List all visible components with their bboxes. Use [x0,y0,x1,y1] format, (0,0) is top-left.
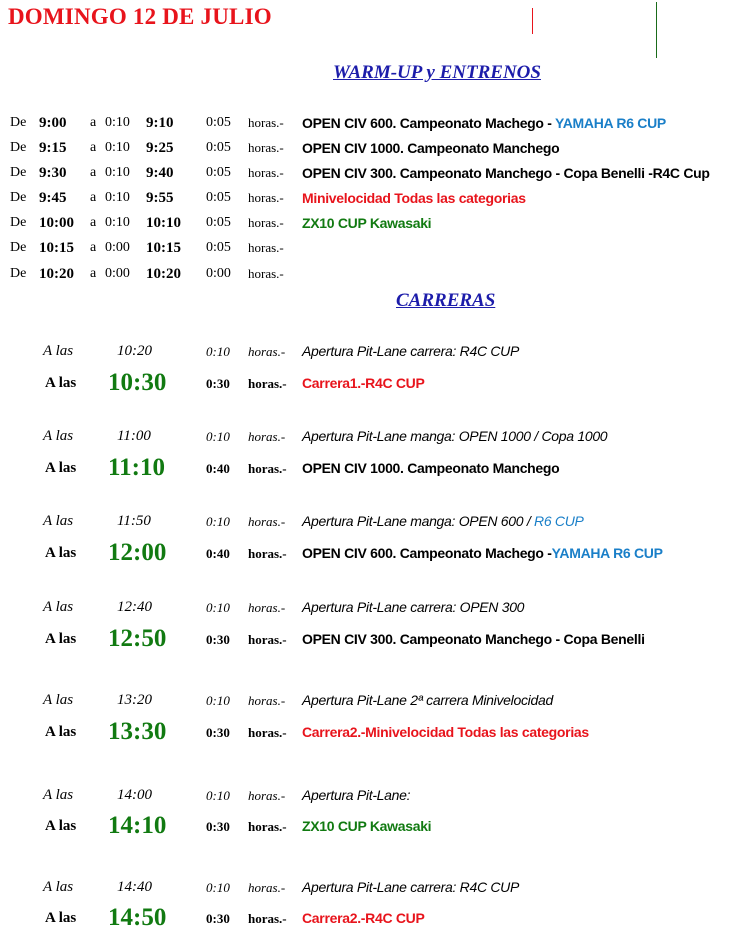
race-time: 13:30 [108,718,167,745]
warmup-row [0,188,745,212]
hours-label: horas.- [248,376,287,391]
at-label: A las [43,692,74,708]
session-name-text: ZX10 CUP Kawasaki [302,215,432,231]
row-prefix: De [10,240,27,255]
start-time: 9:00 [39,115,67,131]
pit-open-time: 11:00 [117,428,151,444]
session-length: 0:05 [206,190,231,205]
race-name-extra: YAMAHA R6 CUP [551,545,663,561]
hours-label: horas.- [248,546,287,561]
pit-open-time: 14:00 [117,787,152,803]
hours-label: horas.- [248,461,287,476]
row-prefix: De [10,115,27,130]
at-label: A las [43,599,74,615]
session-name [302,165,710,181]
interval: 0:10 [105,140,130,155]
end-time: 9:25 [146,140,174,156]
at-label: A las [43,879,74,895]
race-name-text: OPEN CIV 300. Campeonato Manchego - Copa Benelli [302,631,645,647]
pit-lane-description [302,599,524,615]
pit-lane-description [302,343,519,359]
hours-label: horas.- [248,788,286,803]
pit-open-time: 13:20 [117,692,152,708]
hours-label: horas.- [248,266,284,281]
interval: 0:00 [105,240,130,255]
at-label: A las [43,513,74,529]
race-time: 14:50 [108,904,167,931]
pit-lane-extra: R6 CUP [530,513,584,529]
pit-lane-text: Apertura Pit-Lane 2ª carrera Minivelocidad [302,692,553,708]
end-time: 10:10 [146,215,181,231]
pit-lane-description [302,428,607,444]
pit-duration: 0:10 [206,344,230,359]
session-name-text: OPEN CIV 600. Campeonato Machego - [302,115,555,131]
hours-label: horas.- [248,215,284,230]
race-time: 12:00 [108,539,167,566]
interval: 0:10 [105,215,130,230]
race-name [302,910,425,926]
start-time: 9:30 [39,165,67,181]
race-name [302,375,425,391]
row-prefix: De [10,165,27,180]
warmup-heading: WARM-UP y ENTRENOS [333,62,541,83]
pit-duration: 0:10 [206,429,230,444]
red-divider-line [532,8,533,34]
hours-label: horas.- [248,880,286,895]
session-name [302,190,526,206]
session-length: 0:05 [206,215,231,230]
row-prefix: De [10,266,27,281]
pit-lane-text: Apertura Pit-Lane carrera: R4C CUP [302,343,519,359]
pit-open-time: 14:40 [117,879,152,895]
at-label: A las [43,787,74,803]
start-time: 10:20 [39,266,74,282]
start-time: 10:15 [39,240,74,256]
session-name [302,115,666,131]
interval: 0:10 [105,190,130,205]
pit-duration: 0:10 [206,788,230,803]
race-name [302,631,645,647]
at-label: A las [45,375,77,391]
race-duration: 0:40 [206,461,230,476]
session-name [302,140,559,156]
hours-label: horas.- [248,725,287,740]
session-name [302,215,431,231]
row-prefix: De [10,190,27,205]
races-heading: CARRERAS [396,290,496,311]
at-label: A las [43,343,74,359]
pit-lane-description [302,513,584,529]
row-prefix: De [10,215,27,230]
pit-open-time: 12:40 [117,599,152,615]
hours-label: horas.- [248,514,286,529]
pit-duration: 0:10 [206,880,230,895]
warmup-row [0,264,745,288]
at-label: A las [45,910,77,926]
hours-label: horas.- [248,429,286,444]
pit-lane-text: Apertura Pit-Lane carrera: R4C CUP [302,879,519,895]
race-time: 14:10 [108,812,167,839]
warmup-row [0,213,745,237]
at-label: A las [45,460,77,476]
row-connector: a [90,266,97,281]
hours-label: horas.- [248,240,284,255]
pit-lane-description [302,692,553,708]
race-time: 12:50 [108,625,167,652]
pit-lane-text: Apertura Pit-Lane manga: OPEN 600 / [302,513,531,529]
race-name-text: OPEN CIV 1000. Campeonato Manchego [302,460,560,476]
row-connector: a [90,190,97,205]
at-label: A las [45,818,77,834]
race-name-text: Carrera2.-Minivelocidad Todas las categorias [302,724,589,740]
race-name-text: OPEN CIV 600. Campeonato Machego - [302,545,552,561]
pit-open-time: 11:50 [117,513,151,529]
race-time: 11:10 [108,454,165,481]
row-connector: a [90,215,97,230]
end-time: 9:40 [146,165,174,181]
pit-lane-text: Apertura Pit-Lane manga: OPEN 1000 / Copa 1000 [302,428,608,444]
row-connector: a [90,115,97,130]
race-name-text: Carrera2.-R4C CUP [302,910,425,926]
at-label: A las [45,545,77,561]
race-duration: 0:30 [206,725,230,740]
hours-label: horas.- [248,819,287,834]
hours-label: horas.- [248,190,284,205]
session-length: 0:05 [206,165,231,180]
pit-duration: 0:10 [206,514,230,529]
pit-lane-description [302,879,519,895]
warmup-row [0,138,745,162]
race-duration: 0:30 [206,819,230,834]
session-name-extra: YAMAHA R6 CUP [554,115,666,131]
pit-lane-text: Apertura Pit-Lane carrera: OPEN 300 [302,599,525,615]
start-time: 9:45 [39,190,67,206]
hours-label: horas.- [248,600,286,615]
race-duration: 0:40 [206,546,230,561]
end-time: 9:10 [146,115,174,131]
pit-open-time: 10:20 [117,343,152,359]
at-label: A las [45,631,77,647]
hours-label: horas.- [248,911,287,926]
hours-label: horas.- [248,344,286,359]
race-name-text: ZX10 CUP Kawasaki [302,818,432,834]
row-connector: a [90,240,97,255]
hours-label: horas.- [248,693,286,708]
row-connector: a [90,140,97,155]
hours-label: horas.- [248,165,284,180]
end-time: 10:20 [146,266,181,282]
hours-label: horas.- [248,115,284,130]
race-duration: 0:30 [206,632,230,647]
race-name [302,724,589,740]
end-time: 9:55 [146,190,174,206]
interval: 0:10 [105,165,130,180]
at-label: A las [43,428,74,444]
warmup-row [0,113,745,137]
row-connector: a [90,165,97,180]
session-name-text: OPEN CIV 300. Campeonato Manchego - Copa Benelli -R4C Cup [302,165,710,181]
race-duration: 0:30 [206,911,230,926]
page-title: DOMINGO 12 DE JULIO [8,4,272,29]
race-name-text: Carrera1.-R4C CUP [302,375,425,391]
interval: 0:10 [105,115,130,130]
race-duration: 0:30 [206,376,230,391]
session-name-text: OPEN CIV 1000. Campeonato Manchego [302,140,560,156]
hours-label: horas.- [248,632,287,647]
race-time: 10:30 [108,369,167,396]
race-name [302,460,559,476]
warmup-row [0,163,745,187]
session-length: 0:05 [206,240,231,255]
pit-lane-description [302,787,410,803]
start-time: 9:15 [39,140,67,156]
session-length: 0:05 [206,115,231,130]
row-prefix: De [10,140,27,155]
race-name [302,545,663,561]
race-name [302,818,431,834]
pit-duration: 0:10 [206,600,230,615]
warmup-row [0,238,745,262]
end-time: 10:15 [146,240,181,256]
interval: 0:00 [105,266,130,281]
at-label: A las [45,724,77,740]
session-name-text: Minivelocidad Todas las categorias [302,190,526,206]
session-length: 0:05 [206,140,231,155]
start-time: 10:00 [39,215,74,231]
green-divider-line [656,2,657,58]
hours-label: horas.- [248,140,284,155]
pit-lane-text: Apertura Pit-Lane: [302,787,411,803]
pit-duration: 0:10 [206,693,230,708]
session-length: 0:00 [206,266,231,281]
